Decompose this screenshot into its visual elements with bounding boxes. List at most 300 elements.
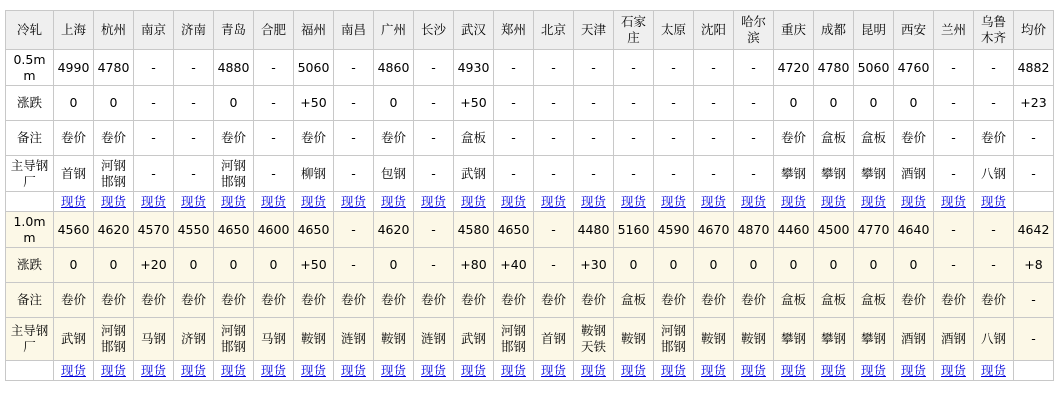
col-header-city-10: 长沙 bbox=[414, 11, 454, 50]
spot-link[interactable]: 现货 bbox=[780, 362, 806, 378]
spot-link[interactable]: 现货 bbox=[180, 362, 206, 378]
change-cell: 0 bbox=[374, 86, 414, 121]
spot-link[interactable]: 现货 bbox=[700, 193, 726, 209]
price-cell: 4500 bbox=[814, 212, 854, 248]
col-header-city-11: 武汉 bbox=[454, 11, 494, 50]
spot-cell bbox=[374, 192, 414, 212]
change-cell: 0 bbox=[814, 248, 854, 283]
row-label-note: 备注 bbox=[6, 283, 54, 318]
spot-link[interactable]: 现货 bbox=[140, 362, 166, 378]
spot-cell bbox=[974, 192, 1014, 212]
spot-link[interactable]: 现货 bbox=[540, 193, 566, 209]
note-cell: - bbox=[334, 121, 374, 156]
price-cell: 4720 bbox=[774, 50, 814, 86]
change-cell: - bbox=[414, 248, 454, 283]
mill-cell: 河钢邯钢 bbox=[654, 318, 694, 361]
col-header-city-21: 昆明 bbox=[854, 11, 894, 50]
mill-cell: 首钢 bbox=[54, 156, 94, 192]
mill-cell: 攀钢 bbox=[774, 156, 814, 192]
price-cell: - bbox=[934, 50, 974, 86]
note-cell: 盒板 bbox=[854, 121, 894, 156]
note-cell: 卷价 bbox=[774, 121, 814, 156]
spot-cell bbox=[174, 192, 214, 212]
col-header-city-25: 均价 bbox=[1014, 11, 1054, 50]
table-row bbox=[6, 212, 1054, 248]
note-cell: - bbox=[254, 121, 294, 156]
price-cell: 4780 bbox=[814, 50, 854, 86]
spot-link[interactable]: 现货 bbox=[380, 193, 406, 209]
note-cell: - bbox=[694, 121, 734, 156]
spot-link[interactable]: 现货 bbox=[300, 193, 326, 209]
price-cell: 4580 bbox=[454, 212, 494, 248]
row-label-spec: 0.5mm bbox=[6, 50, 54, 86]
change-cell: - bbox=[534, 248, 574, 283]
spot-cell bbox=[854, 192, 894, 212]
mill-cell: - bbox=[1014, 318, 1054, 361]
spot-link[interactable]: 现货 bbox=[100, 362, 126, 378]
table-row bbox=[6, 318, 1054, 361]
price-cell: 4990 bbox=[54, 50, 94, 86]
price-cell: 4642 bbox=[1014, 212, 1054, 248]
spot-cell bbox=[214, 361, 254, 381]
col-header-city-14: 天津 bbox=[574, 11, 614, 50]
col-header-city-15: 石家庄 bbox=[614, 11, 654, 50]
spot-link[interactable]: 现货 bbox=[860, 362, 886, 378]
price-cell: - bbox=[574, 50, 614, 86]
note-cell: 卷价 bbox=[374, 121, 414, 156]
mill-cell: 攀钢 bbox=[814, 318, 854, 361]
change-cell: - bbox=[614, 86, 654, 121]
spot-link[interactable]: 现货 bbox=[420, 193, 446, 209]
price-cell: 4620 bbox=[94, 212, 134, 248]
price-cell: - bbox=[174, 50, 214, 86]
change-cell: - bbox=[974, 86, 1014, 121]
price-cell: 4760 bbox=[894, 50, 934, 86]
note-cell: - bbox=[934, 121, 974, 156]
change-cell: - bbox=[174, 86, 214, 121]
change-cell: 0 bbox=[254, 248, 294, 283]
change-cell: 0 bbox=[654, 248, 694, 283]
col-header-city-20: 成都 bbox=[814, 11, 854, 50]
row-label-spec: 1.0mm bbox=[6, 212, 54, 248]
spot-cell bbox=[94, 192, 134, 212]
spot-cell bbox=[94, 361, 134, 381]
spot-link[interactable]: 现货 bbox=[140, 193, 166, 209]
note-cell: - bbox=[494, 121, 534, 156]
change-cell: 0 bbox=[694, 248, 734, 283]
change-cell: 0 bbox=[774, 86, 814, 121]
change-cell: - bbox=[534, 86, 574, 121]
note-cell: 卷价 bbox=[934, 283, 974, 318]
spot-link[interactable]: 现货 bbox=[60, 362, 86, 378]
spot-link[interactable]: 现货 bbox=[660, 362, 686, 378]
price-cell: 5060 bbox=[294, 50, 334, 86]
col-header-city-18: 哈尔滨 bbox=[734, 11, 774, 50]
mill-cell: 鞍钢 bbox=[294, 318, 334, 361]
col-header-city-16: 太原 bbox=[654, 11, 694, 50]
mill-cell: 鞍钢 bbox=[734, 318, 774, 361]
mill-cell: 八钢 bbox=[974, 318, 1014, 361]
spot-cell bbox=[854, 361, 894, 381]
spot-cell bbox=[414, 192, 454, 212]
note-cell: 卷价 bbox=[974, 121, 1014, 156]
mill-cell: - bbox=[254, 156, 294, 192]
spot-cell bbox=[534, 361, 574, 381]
note-cell: 卷价 bbox=[54, 283, 94, 318]
spot-link[interactable]: 现货 bbox=[660, 193, 686, 209]
change-cell: +23 bbox=[1014, 86, 1054, 121]
mill-cell: - bbox=[334, 156, 374, 192]
note-cell: 盒板 bbox=[774, 283, 814, 318]
col-header-city-4: 济南 bbox=[174, 11, 214, 50]
price-cell: - bbox=[694, 50, 734, 86]
spot-link[interactable]: 现货 bbox=[460, 362, 486, 378]
price-cell: 4650 bbox=[294, 212, 334, 248]
change-cell: 0 bbox=[214, 86, 254, 121]
spot-cell bbox=[894, 192, 934, 212]
mill-cell: 首钢 bbox=[534, 318, 574, 361]
row-label-mill: 主导钢厂 bbox=[6, 156, 54, 192]
note-cell: 卷价 bbox=[894, 283, 934, 318]
spot-link[interactable]: 现货 bbox=[260, 362, 286, 378]
change-cell: +30 bbox=[574, 248, 614, 283]
change-cell: 0 bbox=[854, 86, 894, 121]
price-cell: - bbox=[534, 212, 574, 248]
spot-cell bbox=[814, 361, 854, 381]
col-header-city-6: 合肥 bbox=[254, 11, 294, 50]
mill-cell: - bbox=[174, 156, 214, 192]
row-label-note: 备注 bbox=[6, 121, 54, 156]
spot-cell bbox=[574, 192, 614, 212]
spot-cell bbox=[54, 192, 94, 212]
price-cell: - bbox=[134, 50, 174, 86]
change-cell: +8 bbox=[1014, 248, 1054, 283]
note-cell: 盒板 bbox=[814, 283, 854, 318]
note-cell: - bbox=[414, 121, 454, 156]
table-row bbox=[6, 86, 1054, 121]
spot-cell bbox=[694, 361, 734, 381]
mill-cell: 河钢邯钢 bbox=[94, 156, 134, 192]
spot-link[interactable]: 现货 bbox=[860, 193, 886, 209]
spot-link[interactable]: 现货 bbox=[700, 362, 726, 378]
mill-cell: 马钢 bbox=[134, 318, 174, 361]
mill-cell: - bbox=[494, 156, 534, 192]
spot-cell bbox=[134, 192, 174, 212]
mill-cell: 济钢 bbox=[174, 318, 214, 361]
spot-link[interactable]: 现货 bbox=[500, 193, 526, 209]
change-cell: +50 bbox=[294, 86, 334, 121]
spot-link[interactable]: 现货 bbox=[460, 193, 486, 209]
spot-link[interactable]: 现货 bbox=[900, 362, 926, 378]
row-label-change: 涨跌 bbox=[6, 248, 54, 283]
note-cell: 卷价 bbox=[254, 283, 294, 318]
change-cell: - bbox=[974, 248, 1014, 283]
col-header-city-8: 南昌 bbox=[334, 11, 374, 50]
change-cell: - bbox=[134, 86, 174, 121]
spot-link[interactable]: 现货 bbox=[540, 362, 566, 378]
price-cell: - bbox=[534, 50, 574, 86]
mill-cell: 鞍钢天铁 bbox=[574, 318, 614, 361]
mill-cell: - bbox=[134, 156, 174, 192]
price-cell: 4930 bbox=[454, 50, 494, 86]
spot-cell bbox=[934, 361, 974, 381]
mill-cell: 攀钢 bbox=[854, 318, 894, 361]
spot-link[interactable]: 现货 bbox=[420, 362, 446, 378]
col-header-city-7: 福州 bbox=[294, 11, 334, 50]
change-cell: - bbox=[414, 86, 454, 121]
note-cell: 盒板 bbox=[614, 283, 654, 318]
change-cell: 0 bbox=[854, 248, 894, 283]
note-cell: 盒板 bbox=[854, 283, 894, 318]
col-header-city-19: 重庆 bbox=[774, 11, 814, 50]
mill-cell: 涟钢 bbox=[334, 318, 374, 361]
note-cell: - bbox=[734, 121, 774, 156]
spot-link[interactable]: 现货 bbox=[380, 362, 406, 378]
change-cell: 0 bbox=[894, 248, 934, 283]
mill-cell: 酒钢 bbox=[894, 318, 934, 361]
spot-cell bbox=[614, 361, 654, 381]
header-row bbox=[6, 11, 1054, 50]
table-row bbox=[6, 248, 1054, 283]
mill-cell: 河钢邯钢 bbox=[94, 318, 134, 361]
col-header-city-5: 青岛 bbox=[214, 11, 254, 50]
col-header-city-2: 杭州 bbox=[94, 11, 134, 50]
spot-cell bbox=[774, 192, 814, 212]
col-header-city-17: 沈阳 bbox=[694, 11, 734, 50]
spot-row bbox=[6, 192, 1054, 212]
price-cell: - bbox=[254, 50, 294, 86]
mill-cell: 包钢 bbox=[374, 156, 414, 192]
change-cell: - bbox=[574, 86, 614, 121]
note-cell: 卷价 bbox=[534, 283, 574, 318]
spot-link[interactable]: 现货 bbox=[620, 362, 646, 378]
mill-cell: 攀钢 bbox=[814, 156, 854, 192]
note-cell: - bbox=[614, 121, 654, 156]
change-cell: - bbox=[934, 86, 974, 121]
change-cell: 0 bbox=[214, 248, 254, 283]
change-cell: - bbox=[934, 248, 974, 283]
note-cell: 卷价 bbox=[54, 121, 94, 156]
spot-link[interactable]: 现货 bbox=[820, 362, 846, 378]
spot-link[interactable]: 现货 bbox=[180, 193, 206, 209]
change-cell: - bbox=[334, 86, 374, 121]
note-cell: 卷价 bbox=[294, 283, 334, 318]
spot-cell bbox=[894, 361, 934, 381]
spot-link[interactable]: 现货 bbox=[60, 193, 86, 209]
spot-link[interactable]: 现货 bbox=[900, 193, 926, 209]
note-cell: 卷价 bbox=[734, 283, 774, 318]
change-cell: 0 bbox=[174, 248, 214, 283]
price-cell: 4770 bbox=[854, 212, 894, 248]
spot-cell bbox=[734, 361, 774, 381]
price-cell: 4860 bbox=[374, 50, 414, 86]
note-cell: 卷价 bbox=[134, 283, 174, 318]
spot-cell bbox=[774, 361, 814, 381]
note-cell: - bbox=[534, 121, 574, 156]
change-cell: 0 bbox=[374, 248, 414, 283]
price-cell: 4620 bbox=[374, 212, 414, 248]
change-cell: 0 bbox=[774, 248, 814, 283]
mill-cell: 酒钢 bbox=[934, 318, 974, 361]
mill-cell: 酒钢 bbox=[894, 156, 934, 192]
price-cell: 4640 bbox=[894, 212, 934, 248]
note-cell: 卷价 bbox=[174, 283, 214, 318]
change-cell: 0 bbox=[734, 248, 774, 283]
change-cell: +50 bbox=[294, 248, 334, 283]
spot-cell bbox=[334, 192, 374, 212]
spot-cell bbox=[534, 192, 574, 212]
note-cell: 卷价 bbox=[214, 121, 254, 156]
price-cell: - bbox=[414, 212, 454, 248]
price-cell: 4560 bbox=[54, 212, 94, 248]
mill-cell: 涟钢 bbox=[414, 318, 454, 361]
spot-cell bbox=[1014, 192, 1054, 212]
col-header-city-24: 乌鲁木齐 bbox=[974, 11, 1014, 50]
spot-cell bbox=[294, 361, 334, 381]
price-cell: 4600 bbox=[254, 212, 294, 248]
mill-cell: 攀钢 bbox=[774, 318, 814, 361]
row-label-change: 涨跌 bbox=[6, 86, 54, 121]
note-cell: 卷价 bbox=[334, 283, 374, 318]
note-cell: 卷价 bbox=[694, 283, 734, 318]
price-cell: 4590 bbox=[654, 212, 694, 248]
table-body bbox=[6, 50, 1054, 381]
change-cell: +80 bbox=[454, 248, 494, 283]
change-cell: - bbox=[654, 86, 694, 121]
mill-cell: 武钢 bbox=[454, 156, 494, 192]
change-cell: 0 bbox=[94, 248, 134, 283]
spot-row-label-empty bbox=[6, 361, 54, 381]
spot-link[interactable]: 现货 bbox=[620, 193, 646, 209]
price-cell: 4880 bbox=[214, 50, 254, 86]
spot-link[interactable]: 现货 bbox=[740, 193, 766, 209]
spot-cell bbox=[494, 361, 534, 381]
table-row bbox=[6, 283, 1054, 318]
spot-link[interactable]: 现货 bbox=[340, 362, 366, 378]
spot-link[interactable]: 现货 bbox=[260, 193, 286, 209]
note-cell: 卷价 bbox=[894, 121, 934, 156]
mill-cell: - bbox=[694, 156, 734, 192]
price-cell: 4650 bbox=[214, 212, 254, 248]
spot-link[interactable]: 现货 bbox=[940, 362, 966, 378]
change-cell: 0 bbox=[894, 86, 934, 121]
price-cell: 4570 bbox=[134, 212, 174, 248]
col-header-city-1: 上海 bbox=[54, 11, 94, 50]
change-cell: - bbox=[494, 86, 534, 121]
mill-cell: 攀钢 bbox=[854, 156, 894, 192]
mill-cell: - bbox=[734, 156, 774, 192]
spot-link[interactable]: 现货 bbox=[500, 362, 526, 378]
change-cell: 0 bbox=[54, 86, 94, 121]
spot-link[interactable]: 现货 bbox=[580, 193, 606, 209]
price-cell: - bbox=[414, 50, 454, 86]
spot-cell bbox=[574, 361, 614, 381]
spot-cell bbox=[654, 192, 694, 212]
price-cell: - bbox=[654, 50, 694, 86]
change-cell: 0 bbox=[94, 86, 134, 121]
price-cell: - bbox=[614, 50, 654, 86]
spot-link[interactable]: 现货 bbox=[100, 193, 126, 209]
change-cell: 0 bbox=[614, 248, 654, 283]
spot-link[interactable]: 现货 bbox=[980, 362, 1006, 378]
note-cell: - bbox=[1014, 283, 1054, 318]
mill-cell: 柳钢 bbox=[294, 156, 334, 192]
note-cell: - bbox=[654, 121, 694, 156]
spot-cell bbox=[934, 192, 974, 212]
mill-cell: - bbox=[654, 156, 694, 192]
spot-cell bbox=[694, 192, 734, 212]
table-row bbox=[6, 156, 1054, 192]
col-header-city-23: 兰州 bbox=[934, 11, 974, 50]
mill-cell: 鞍钢 bbox=[694, 318, 734, 361]
spot-row bbox=[6, 361, 1054, 381]
note-cell: 卷价 bbox=[94, 121, 134, 156]
spot-cell bbox=[814, 192, 854, 212]
change-cell: - bbox=[334, 248, 374, 283]
spot-cell bbox=[454, 192, 494, 212]
spot-link[interactable]: 现货 bbox=[220, 362, 246, 378]
spot-link[interactable]: 现货 bbox=[580, 362, 606, 378]
price-cell: - bbox=[934, 212, 974, 248]
change-cell: - bbox=[254, 86, 294, 121]
spot-link[interactable]: 现货 bbox=[820, 193, 846, 209]
price-cell: 4460 bbox=[774, 212, 814, 248]
spot-row-label-empty bbox=[6, 192, 54, 212]
spot-link[interactable]: 现货 bbox=[300, 362, 326, 378]
price-cell: - bbox=[334, 50, 374, 86]
change-cell: +20 bbox=[134, 248, 174, 283]
spot-link[interactable]: 现货 bbox=[980, 193, 1006, 209]
spot-cell bbox=[614, 192, 654, 212]
spot-cell bbox=[54, 361, 94, 381]
price-cell: 4670 bbox=[694, 212, 734, 248]
mill-cell: - bbox=[1014, 156, 1054, 192]
spot-cell bbox=[254, 192, 294, 212]
price-cell: 4550 bbox=[174, 212, 214, 248]
note-cell: 卷价 bbox=[974, 283, 1014, 318]
spot-link[interactable]: 现货 bbox=[340, 193, 366, 209]
note-cell: 卷价 bbox=[294, 121, 334, 156]
note-cell: 卷价 bbox=[574, 283, 614, 318]
mill-cell: - bbox=[534, 156, 574, 192]
price-cell: 5060 bbox=[854, 50, 894, 86]
spot-cell bbox=[334, 361, 374, 381]
mill-cell: 鞍钢 bbox=[374, 318, 414, 361]
spot-link[interactable]: 现货 bbox=[940, 193, 966, 209]
note-cell: 卷价 bbox=[654, 283, 694, 318]
table-row bbox=[6, 50, 1054, 86]
note-cell: - bbox=[134, 121, 174, 156]
spot-link[interactable]: 现货 bbox=[780, 193, 806, 209]
price-cell: - bbox=[974, 50, 1014, 86]
price-cell: 4480 bbox=[574, 212, 614, 248]
spot-cell bbox=[414, 361, 454, 381]
col-header-city-9: 广州 bbox=[374, 11, 414, 50]
spot-link[interactable]: 现货 bbox=[220, 193, 246, 209]
change-cell: 0 bbox=[54, 248, 94, 283]
note-cell: - bbox=[574, 121, 614, 156]
mill-cell: 河钢邯钢 bbox=[214, 318, 254, 361]
col-header-city-13: 北京 bbox=[534, 11, 574, 50]
note-cell: - bbox=[1014, 121, 1054, 156]
spot-cell bbox=[1014, 361, 1054, 381]
change-cell: - bbox=[694, 86, 734, 121]
spot-link[interactable]: 现货 bbox=[740, 362, 766, 378]
mill-cell: 马钢 bbox=[254, 318, 294, 361]
table-header bbox=[6, 11, 1054, 50]
note-cell: 卷价 bbox=[494, 283, 534, 318]
mill-cell: - bbox=[934, 156, 974, 192]
